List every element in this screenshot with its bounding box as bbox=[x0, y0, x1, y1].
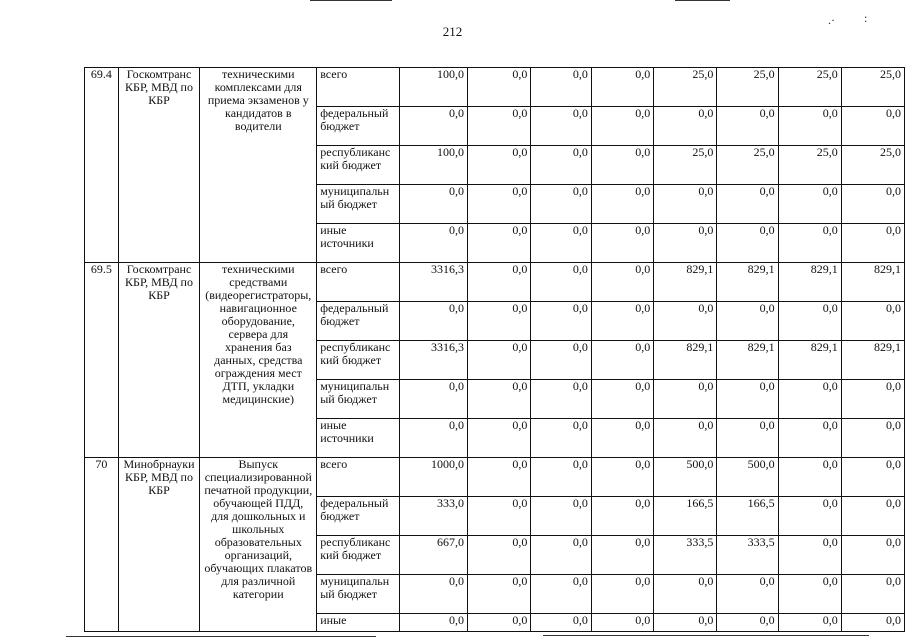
funding-source-cell: республиканс кий бюджет bbox=[317, 341, 400, 380]
value-cell: 0,0 bbox=[654, 302, 717, 341]
value-cell: 0,0 bbox=[717, 614, 778, 632]
value-cell: 0,0 bbox=[654, 614, 717, 632]
value-cell: 0,0 bbox=[778, 302, 841, 341]
row-number: 69.5 bbox=[85, 263, 119, 458]
value-cell: 0,0 bbox=[399, 107, 467, 146]
value-cell: 0,0 bbox=[399, 380, 467, 419]
value-cell: 0,0 bbox=[531, 185, 592, 224]
value-cell: 25,0 bbox=[717, 68, 778, 107]
value-cell: 0,0 bbox=[841, 497, 904, 536]
value-cell: 829,1 bbox=[654, 341, 717, 380]
value-cell: 166,5 bbox=[717, 497, 778, 536]
value-cell: 0,0 bbox=[778, 419, 841, 458]
bottom-rule-left bbox=[66, 636, 376, 637]
table-row bbox=[85, 68, 905, 107]
value-cell: 0,0 bbox=[591, 575, 653, 614]
value-cell: 0,0 bbox=[591, 458, 653, 497]
value-cell: 0,0 bbox=[654, 107, 717, 146]
value-cell: 0,0 bbox=[654, 224, 717, 263]
row-number: 69.4 bbox=[85, 68, 119, 263]
funding-source-cell: муниципальн ый бюджет bbox=[317, 185, 400, 224]
funding-source-cell: республиканс кий бюджет bbox=[317, 146, 400, 185]
value-cell: 25,0 bbox=[841, 68, 904, 107]
value-cell: 0,0 bbox=[399, 575, 467, 614]
funding-source-cell: муниципальн ый бюджет bbox=[317, 380, 400, 419]
value-cell: 0,0 bbox=[531, 497, 592, 536]
bottom-rule-right bbox=[543, 635, 869, 636]
value-cell: 0,0 bbox=[591, 419, 653, 458]
value-cell: 25,0 bbox=[654, 68, 717, 107]
value-cell: 0,0 bbox=[717, 575, 778, 614]
executor-cell: Минобрнауки КБР, МВД по КБР bbox=[118, 458, 200, 632]
table-body bbox=[85, 68, 905, 632]
table-row bbox=[85, 263, 905, 302]
value-cell: 0,0 bbox=[841, 107, 904, 146]
funding-source-cell: иные источники bbox=[317, 224, 400, 263]
value-cell: 0,0 bbox=[531, 68, 592, 107]
value-cell: 0,0 bbox=[591, 341, 653, 380]
executor-cell: Госкомтранс КБР, МВД по КБР bbox=[118, 263, 200, 458]
budget-table bbox=[84, 67, 905, 632]
value-cell: 0,0 bbox=[841, 380, 904, 419]
funding-source-cell: федеральный бюджет bbox=[317, 302, 400, 341]
value-cell: 500,0 bbox=[717, 458, 778, 497]
value-cell: 0,0 bbox=[531, 341, 592, 380]
value-cell: 0,0 bbox=[531, 536, 592, 575]
scan-speck: .· bbox=[828, 13, 835, 27]
value-cell: 0,0 bbox=[591, 185, 653, 224]
value-cell: 0,0 bbox=[717, 380, 778, 419]
top-rule-left bbox=[310, 0, 392, 1]
value-cell: 333,5 bbox=[717, 536, 778, 575]
description-cell: техническими средствами (видеорегистраторы, навигационное оборудование, сервера для хранения баз данных, средства ограждения мест ДТП, укладки медицинские) bbox=[200, 263, 317, 458]
value-cell: 829,1 bbox=[654, 263, 717, 302]
value-cell: 0,0 bbox=[591, 146, 653, 185]
value-cell: 0,0 bbox=[591, 263, 653, 302]
funding-source-cell: иные источники bbox=[317, 419, 400, 458]
value-cell: 0,0 bbox=[591, 614, 653, 632]
value-cell: 0,0 bbox=[468, 146, 531, 185]
value-cell: 0,0 bbox=[468, 497, 531, 536]
value-cell: 829,1 bbox=[778, 263, 841, 302]
funding-source-cell: всего bbox=[317, 263, 400, 302]
value-cell: 0,0 bbox=[531, 458, 592, 497]
value-cell: 0,0 bbox=[841, 536, 904, 575]
table-row bbox=[85, 458, 905, 497]
value-cell: 25,0 bbox=[778, 146, 841, 185]
value-cell: 0,0 bbox=[399, 185, 467, 224]
value-cell: 0,0 bbox=[654, 380, 717, 419]
value-cell: 0,0 bbox=[531, 224, 592, 263]
value-cell: 0,0 bbox=[399, 224, 467, 263]
value-cell: 829,1 bbox=[778, 341, 841, 380]
value-cell: 0,0 bbox=[468, 614, 531, 632]
value-cell: 500,0 bbox=[654, 458, 717, 497]
description-cell: Выпуск специализированной печатной продукции, обучающей ПДД, для дошкольных и школьных образовательных организаций, обучающих плакатов для различной категории bbox=[200, 458, 317, 632]
value-cell: 0,0 bbox=[531, 614, 592, 632]
value-cell: 3316,3 bbox=[399, 341, 467, 380]
value-cell: 0,0 bbox=[778, 497, 841, 536]
value-cell: 0,0 bbox=[841, 185, 904, 224]
value-cell: 25,0 bbox=[717, 146, 778, 185]
value-cell: 0,0 bbox=[468, 302, 531, 341]
value-cell: 100,0 bbox=[399, 146, 467, 185]
value-cell: 333,0 bbox=[399, 497, 467, 536]
value-cell: 0,0 bbox=[717, 302, 778, 341]
value-cell: 0,0 bbox=[531, 575, 592, 614]
value-cell: 0,0 bbox=[841, 302, 904, 341]
value-cell: 0,0 bbox=[778, 575, 841, 614]
funding-source-cell: федеральный бюджет bbox=[317, 107, 400, 146]
value-cell: 0,0 bbox=[531, 380, 592, 419]
description-cell: техническими комплексами для приема экзаменов у кандидатов в водители bbox=[200, 68, 317, 263]
value-cell: 0,0 bbox=[468, 263, 531, 302]
value-cell: 0,0 bbox=[778, 380, 841, 419]
value-cell: 25,0 bbox=[841, 146, 904, 185]
value-cell: 0,0 bbox=[717, 185, 778, 224]
executor-cell: Госкомтранс КБР, МВД по КБР bbox=[118, 68, 200, 263]
value-cell: 0,0 bbox=[591, 107, 653, 146]
funding-source-cell: муниципальн ый бюджет bbox=[317, 575, 400, 614]
value-cell: 0,0 bbox=[468, 185, 531, 224]
value-cell: 0,0 bbox=[468, 536, 531, 575]
value-cell: 829,1 bbox=[841, 263, 904, 302]
value-cell: 0,0 bbox=[531, 263, 592, 302]
value-cell: 0,0 bbox=[841, 224, 904, 263]
value-cell: 0,0 bbox=[468, 419, 531, 458]
funding-source-cell: республиканс кий бюджет bbox=[317, 536, 400, 575]
value-cell: 829,1 bbox=[717, 341, 778, 380]
funding-source-cell: всего bbox=[317, 458, 400, 497]
top-rule-right bbox=[675, 0, 730, 1]
value-cell: 25,0 bbox=[654, 146, 717, 185]
value-cell: 0,0 bbox=[468, 458, 531, 497]
value-cell: 25,0 bbox=[778, 68, 841, 107]
value-cell: 0,0 bbox=[399, 614, 467, 632]
funding-source-cell: иные bbox=[317, 614, 400, 632]
value-cell: 0,0 bbox=[591, 224, 653, 263]
value-cell: 0,0 bbox=[778, 614, 841, 632]
value-cell: 0,0 bbox=[591, 497, 653, 536]
value-cell: 0,0 bbox=[778, 536, 841, 575]
value-cell: 0,0 bbox=[654, 575, 717, 614]
value-cell: 0,0 bbox=[778, 185, 841, 224]
value-cell: 0,0 bbox=[468, 575, 531, 614]
value-cell: 0,0 bbox=[399, 419, 467, 458]
value-cell: 667,0 bbox=[399, 536, 467, 575]
value-cell: 0,0 bbox=[717, 419, 778, 458]
value-cell: 3316,3 bbox=[399, 263, 467, 302]
value-cell: 1000,0 bbox=[399, 458, 467, 497]
value-cell: 166,5 bbox=[654, 497, 717, 536]
value-cell: 0,0 bbox=[531, 107, 592, 146]
value-cell: 333,5 bbox=[654, 536, 717, 575]
value-cell: 0,0 bbox=[591, 68, 653, 107]
value-cell: 0,0 bbox=[717, 224, 778, 263]
scan-speck: : bbox=[864, 11, 868, 25]
value-cell: 0,0 bbox=[468, 107, 531, 146]
value-cell: 0,0 bbox=[468, 380, 531, 419]
value-cell: 0,0 bbox=[468, 341, 531, 380]
value-cell: 0,0 bbox=[778, 224, 841, 263]
value-cell: 100,0 bbox=[399, 68, 467, 107]
value-cell: 0,0 bbox=[591, 302, 653, 341]
value-cell: 0,0 bbox=[468, 224, 531, 263]
value-cell: 0,0 bbox=[654, 185, 717, 224]
row-number: 70 bbox=[85, 458, 119, 632]
value-cell: 0,0 bbox=[778, 107, 841, 146]
value-cell: 0,0 bbox=[399, 302, 467, 341]
value-cell: 0,0 bbox=[654, 419, 717, 458]
funding-source-cell: федеральный бюджет bbox=[317, 497, 400, 536]
value-cell: 0,0 bbox=[531, 146, 592, 185]
value-cell: 0,0 bbox=[468, 68, 531, 107]
value-cell: 0,0 bbox=[841, 614, 904, 632]
funding-source-cell: всего bbox=[317, 68, 400, 107]
value-cell: 0,0 bbox=[841, 458, 904, 497]
value-cell: 0,0 bbox=[778, 458, 841, 497]
value-cell: 0,0 bbox=[591, 536, 653, 575]
value-cell: 0,0 bbox=[717, 107, 778, 146]
value-cell: 0,0 bbox=[841, 419, 904, 458]
value-cell: 829,1 bbox=[841, 341, 904, 380]
value-cell: 0,0 bbox=[531, 302, 592, 341]
page-number: 212 bbox=[442, 24, 463, 39]
value-cell: 0,0 bbox=[591, 380, 653, 419]
value-cell: 829,1 bbox=[717, 263, 778, 302]
value-cell: 0,0 bbox=[531, 419, 592, 458]
value-cell: 0,0 bbox=[841, 575, 904, 614]
